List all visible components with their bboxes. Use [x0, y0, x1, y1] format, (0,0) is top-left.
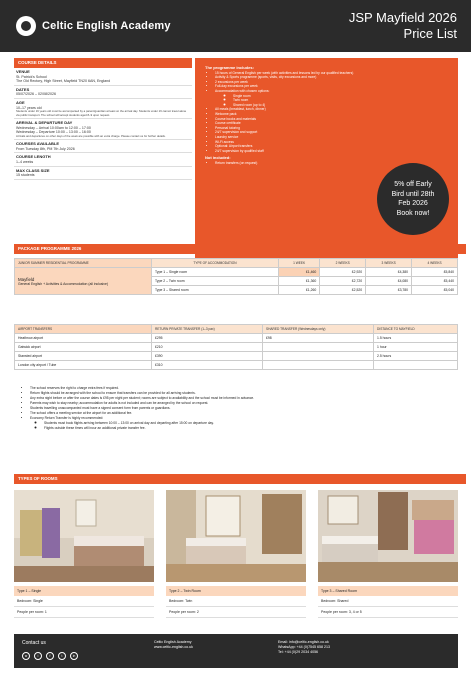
arrival-block — [14, 119, 192, 140]
footer-company — [154, 640, 193, 650]
length-label: COURSE LENGTH — [16, 154, 51, 160]
table-cell — [263, 343, 374, 352]
table-cell: 1.5 hours — [374, 334, 458, 343]
course-details-heading: COURSE DETAILS — [14, 58, 192, 68]
list-item: • Students travelling unaccompanied must have a signed consent form from parents or guardians. — [30, 406, 454, 411]
contact-label: Contact us — [22, 640, 46, 646]
room-card-twin — [166, 586, 306, 618]
table-cell: £4,080 — [366, 277, 412, 286]
room-bedroom: Bedroom: Shared — [318, 596, 458, 607]
table-cell: £3,780 — [366, 286, 412, 295]
footer-contacts — [278, 640, 330, 655]
list-item — [215, 89, 448, 107]
age-block — [14, 99, 192, 119]
brand-logo — [16, 16, 171, 36]
length-block — [14, 153, 192, 166]
room-photo-twin — [166, 490, 306, 582]
list-item: • 24/7 supervision and support — [215, 130, 448, 135]
table-cell: £98 — [263, 334, 374, 343]
transfers-table — [14, 324, 458, 370]
list-item: • Return transfers (on request) — [215, 161, 448, 166]
badge-line: Feb 2026 — [398, 200, 428, 207]
table-row — [15, 361, 458, 370]
class-size-block — [14, 167, 192, 180]
facebook-icon[interactable]: f — [46, 652, 54, 660]
whatsapp-number[interactable]: WhatsApp: +44 (0)7545 658 213 — [278, 645, 331, 649]
list-item: • Course books and materials — [215, 117, 448, 122]
table-row — [15, 268, 458, 277]
table-cell: 2.5 hours — [374, 352, 458, 361]
list-item: ◦ Single room — [233, 94, 448, 99]
list-item: • Parents may wish to stay nearby; accommodation for adults is not included and can be arranged by the school on request. — [30, 401, 454, 406]
notes-sublist — [30, 421, 454, 431]
table-cell: £5,040 — [412, 286, 458, 295]
footer — [14, 634, 458, 668]
arrival-note: Arrivals and departures on other days of the week are possible with an extra charge. Please contact us for further details. — [16, 133, 166, 138]
list-item-text: Accommodation with chosen options: — [215, 88, 270, 93]
column-header: TYPE OF ACCOMMODATION — [152, 259, 279, 268]
rooms-heading: TYPES OF ROOMS — [14, 474, 466, 484]
class-size-value: 15 students — [16, 173, 35, 178]
table-row — [15, 334, 458, 343]
column-header: 2 WEEKS — [320, 259, 366, 268]
departure-line: Wednesday – Departure 10:00 – 13:00 – 16:00 — [16, 130, 91, 135]
list-item: • Optional: Airport transfers — [215, 144, 448, 149]
column-header: AIRPORT TRANSFERS — [15, 325, 152, 334]
logo-icon — [16, 16, 36, 36]
program-sub: General English + Activities & Accommodation (all inclusive) — [18, 281, 108, 286]
badge-line: Book now! — [396, 209, 430, 217]
table-cell: £2,920 — [320, 268, 366, 277]
list-item: • Full-day excursions per week — [215, 84, 448, 89]
list-item: • Welcome pack — [215, 112, 448, 117]
list-item: ◦ Twin room — [233, 98, 448, 103]
course-details — [14, 58, 192, 262]
table-header-row — [15, 259, 458, 268]
length-value: 1–4 weeks — [16, 159, 34, 164]
column-header: 1 WEEK — [279, 259, 320, 268]
title-line-2: Price List — [403, 26, 457, 41]
age-value: 10–17 years old — [16, 105, 42, 110]
program-cell — [15, 268, 152, 295]
room-title: Type 1 – Single — [14, 586, 154, 596]
whatsapp-icon[interactable]: w — [22, 652, 30, 660]
list-item: ◦ Flights outside these times will incur an additional private transfer fee. — [44, 426, 454, 431]
column-header: 4 WEEKS — [412, 259, 458, 268]
room-bedroom: Bedroom: Single — [14, 596, 154, 607]
header-banner — [0, 0, 471, 52]
email-link[interactable]: Email: info@celtic-english.co.uk — [278, 640, 329, 644]
list-item-text: Economy Return Transfer is highly recommended: — [30, 416, 104, 420]
table-cell: Gatwick airport — [15, 343, 152, 352]
age-note: Students under 16 years old must be accompanied by a parent/guardian at least on the arrival day. Students under 16 cannot travel alone via public transport. The school will accept students aged 8–9 upon request. — [16, 109, 187, 117]
website-link[interactable]: www.celtic-english.co.uk — [154, 645, 193, 649]
table-cell: £5,440 — [412, 277, 458, 286]
age-label: AGE — [16, 99, 25, 105]
not-included-heading: Not included: — [205, 155, 231, 161]
notes-list — [22, 386, 454, 431]
table-cell: £4,380 — [366, 268, 412, 277]
courses-value: From Tuesday 8th, PM 7th July 2026 — [16, 146, 75, 151]
room-people: People per room: 2 — [166, 607, 306, 618]
list-item: • Wi-Fi access — [215, 140, 448, 145]
venue-label: VENUE — [16, 69, 30, 74]
package-price-table — [14, 258, 458, 295]
table-row — [15, 352, 458, 361]
table-cell: 1 hour — [374, 343, 458, 352]
table-cell: £390 — [152, 352, 263, 361]
accommodation-sublist — [215, 94, 448, 108]
room-bedroom: Bedroom: Twin — [166, 596, 306, 607]
list-item: • Course certificate — [215, 121, 448, 126]
terms-notes — [22, 386, 454, 431]
venue-block — [14, 68, 192, 86]
room-card-shared — [318, 586, 458, 618]
table-cell: £1,360 — [279, 277, 320, 286]
list-item: • 2 excursions per week — [215, 80, 448, 85]
table-cell: Heathrow airport — [15, 334, 152, 343]
room-people: People per room: 3, 4 or 5 — [318, 607, 458, 618]
table-cell — [263, 352, 374, 361]
list-item: • Personal tutoring — [215, 126, 448, 131]
venue-line: St. Patrick's School — [16, 74, 47, 79]
column-header: SHARED TRANSFER (Wednesdays only) — [263, 325, 374, 334]
table-cell — [263, 361, 374, 370]
list-item: • Activity & Sports programme (sports, visits, city excursions and more) — [215, 75, 448, 80]
title-line-1: JSP Mayfield 2026 — [348, 10, 457, 25]
room-photo-single — [14, 490, 154, 582]
list-item: ◦ Students must book flights arriving between 10:00 – 13:00 on arrival day and departing after 15:00 on departure day. — [44, 421, 454, 426]
table-cell: Type 3 – Shared room — [152, 286, 279, 295]
list-item: • 15 hours of General English per week (with activities and lessons led by our qualified teachers) — [215, 71, 448, 76]
table-cell: £5,840 — [412, 268, 458, 277]
column-header: DISTANCE TO MAYFIELD — [374, 325, 458, 334]
programme-list — [205, 71, 448, 154]
linkedin-icon[interactable]: in — [70, 652, 78, 660]
dates-value: 05/07/2026 – 02/08/2026 — [16, 92, 56, 97]
venue-line: The Old Rectory, High Street, Mayfield TN20 6AN, England — [16, 79, 111, 84]
courses-block — [14, 140, 192, 153]
table-cell — [374, 361, 458, 370]
room-title: Type 3 – Shared Room — [318, 586, 458, 596]
brand-name: Celtic English Academy — [42, 20, 171, 32]
table-cell: £210 — [152, 343, 263, 352]
list-item: • 24/7 supervision by qualified staff — [215, 149, 448, 154]
phone-number[interactable]: Tel: +44 (0)29 2034 4056 — [278, 650, 319, 654]
table-row — [15, 343, 458, 352]
room-people: People per room: 1 — [14, 607, 154, 618]
table-cell: £2,520 — [320, 286, 366, 295]
table-cell: £1,260 — [279, 286, 320, 295]
column-header: JUNIOR SUMMER RESIDENTIAL PROGRAMME — [15, 259, 152, 268]
company-name: Celtic English Academy — [154, 640, 192, 644]
table-cell: Type 2 – Twin room — [152, 277, 279, 286]
table-cell: London city airport / Tube — [15, 361, 152, 370]
program-name: Mayfield — [18, 276, 35, 282]
table-cell: Type 1 – Single room — [152, 268, 279, 277]
table-cell: £295 — [152, 334, 263, 343]
badge-line: Bird until 28th — [391, 190, 435, 198]
room-card-single — [14, 586, 154, 618]
package-heading: PACKAGE PROGRAMME 2026 — [14, 244, 466, 254]
dates-block — [14, 86, 192, 99]
list-item: • Any extra night before or after the course dates is £95 per night per student; rooms are subject to availability and the school must be informed in advance. — [30, 396, 454, 401]
list-item: • The school offers a meeting service at the airport for an additional fee. — [30, 411, 454, 416]
programme-heading: The programme includes: — [205, 65, 254, 70]
arrival-line: Wednesday – Arrival 10:00am to 12:00 – 17:00 — [16, 125, 91, 130]
table-header-row — [15, 325, 458, 334]
instagram-icon[interactable]: i — [34, 652, 42, 660]
table-cell: £310 — [152, 361, 263, 370]
list-item — [30, 416, 454, 431]
table-cell: £2,720 — [320, 277, 366, 286]
table-cell: £1,460 — [279, 268, 320, 277]
class-size-label: MAX CLASS SIZE — [16, 167, 50, 173]
table-cell: Stansted airport — [15, 352, 152, 361]
badge-line: 5% off Early — [394, 181, 432, 188]
courses-label: COURSES AVAILABLE — [16, 141, 60, 147]
page-title — [349, 10, 457, 42]
early-bird-badge — [377, 163, 449, 235]
list-item: • The school reserves the right to charge extra fees if required. — [30, 386, 454, 391]
list-item: • Laundry service — [215, 135, 448, 140]
column-header: RETURN PRIVATE TRANSFER (1–3 pax) — [152, 325, 263, 334]
dates-label: DATES — [16, 86, 30, 92]
social-links — [22, 652, 78, 660]
list-item: ◦ Shared room (up to 4) — [233, 103, 448, 108]
room-photo-shared — [318, 490, 458, 582]
room-title: Type 2 – Twin Room — [166, 586, 306, 596]
column-header: 3 WEEKS — [366, 259, 412, 268]
twitter-icon[interactable]: t — [58, 652, 66, 660]
list-item: • Return flights should be arranged with the school to ensure that transfers can be provided for all arriving students. — [30, 391, 454, 396]
arrival-label: ARRIVAL & DEPARTURE DAY — [16, 119, 73, 125]
list-item: • All meals (breakfast, lunch, dinner) — [215, 107, 448, 112]
